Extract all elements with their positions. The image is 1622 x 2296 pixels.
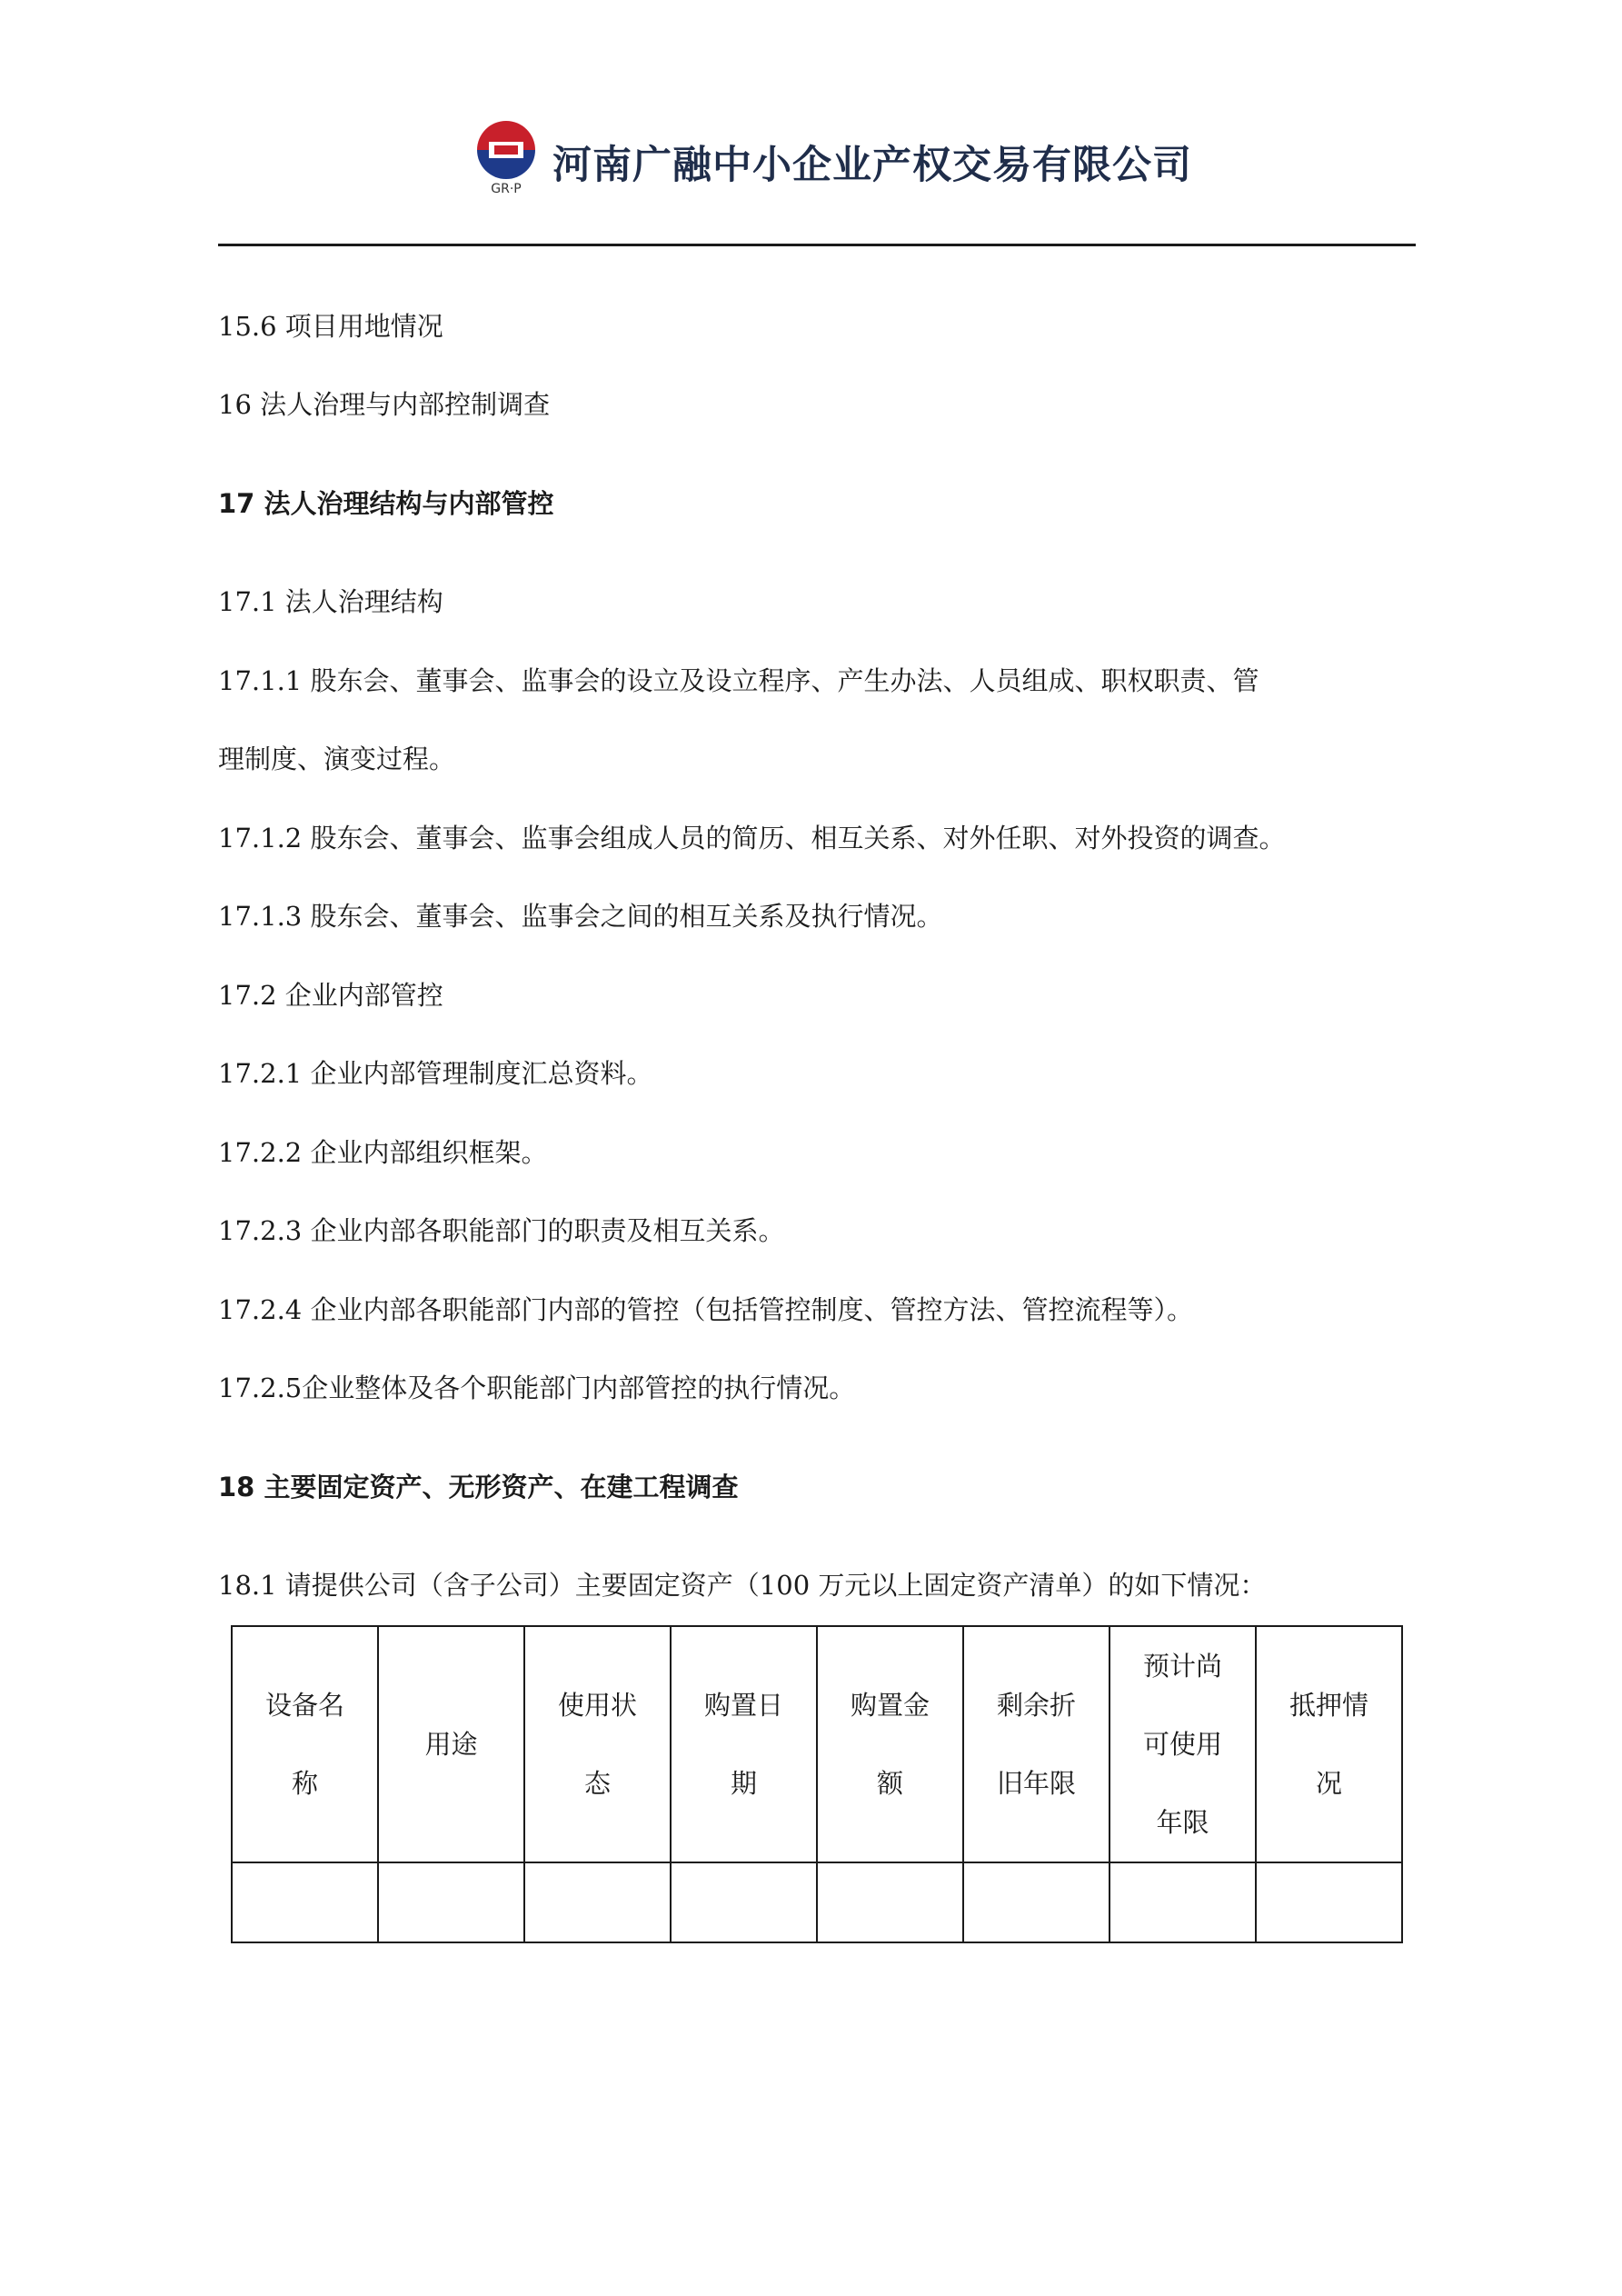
section-16: 16 法人治理与内部控制调查 xyxy=(218,389,551,420)
logo-text: GR·P xyxy=(491,182,522,195)
table-cell[interactable] xyxy=(1256,1862,1402,1942)
section-17-1-1-cont: 理制度、演变过程。 xyxy=(218,744,456,774)
company-name: 河南广融中小企业产权交易有限公司 xyxy=(552,143,1192,188)
section-17-1-2: 17.1.2 股东会、董事会、监事会组成人员的简历、相互关系、对外任职、对外投资的调查。 xyxy=(218,823,1286,854)
table-header-cell: 预计尚 可使用 年限 xyxy=(1110,1626,1256,1862)
section-17-2-4: 17.2.4 企业内部各职能部门内部的管控（包括管控制度、管控方法、管控流程等）。 xyxy=(218,1294,1193,1325)
table-cell[interactable] xyxy=(1110,1862,1256,1942)
table-cell[interactable] xyxy=(378,1862,524,1942)
section-17-2-5: 17.2.5企业整体及各个职能部门内部管控的执行情况。 xyxy=(218,1373,856,1403)
table-cell[interactable] xyxy=(524,1862,671,1942)
table-header-cell: 购置金 额 xyxy=(817,1626,963,1862)
section-18-1: 18.1 请提供公司（含子公司）主要固定资产（100 万元以上固定资产清单）的如下情况： xyxy=(218,1570,1267,1601)
table-header-cell: 购置日 期 xyxy=(671,1626,817,1862)
section-15-6: 15.6 项目用地情况 xyxy=(218,311,443,342)
section-17-2: 17.2 企业内部管控 xyxy=(218,980,443,1011)
fixed-asset-table xyxy=(231,1625,1403,1943)
table-row xyxy=(232,1862,1402,1942)
table-header-cell: 用途 xyxy=(378,1626,524,1862)
table-header-cell: 使用状 态 xyxy=(524,1626,671,1862)
page-header xyxy=(0,116,1622,207)
section-17-1: 17.1 法人治理结构 xyxy=(218,586,443,617)
header-divider xyxy=(218,244,1416,246)
section-17-1-3: 17.1.3 股东会、董事会、监事会之间的相互关系及执行情况。 xyxy=(218,901,943,932)
table-header-row xyxy=(232,1626,1402,1862)
table-header-cell: 抵押情 况 xyxy=(1256,1626,1402,1862)
section-17-2-3: 17.2.3 企业内部各职能部门的职责及相互关系。 xyxy=(218,1215,785,1246)
table-header-cell: 剩余折 旧年限 xyxy=(963,1626,1110,1862)
table-header-cell: 设备名 称 xyxy=(232,1626,378,1862)
heading-17: 17 法人治理结构与内部管控 xyxy=(218,488,554,519)
table-cell[interactable] xyxy=(963,1862,1110,1942)
section-17-2-2: 17.2.2 企业内部组织框架。 xyxy=(218,1137,548,1168)
section-17-2-1: 17.2.1 企业内部管理制度汇总资料。 xyxy=(218,1058,653,1089)
heading-18: 18 主要固定资产、无形资产、在建工程调查 xyxy=(218,1472,739,1502)
table-cell[interactable] xyxy=(817,1862,963,1942)
section-17-1-1: 17.1.1 股东会、董事会、监事会的设立及设立程序、产生办法、人员组成、职权职责、管 xyxy=(218,665,1259,696)
table-cell[interactable] xyxy=(232,1862,378,1942)
company-logo xyxy=(474,120,538,195)
table-cell[interactable] xyxy=(671,1862,817,1942)
